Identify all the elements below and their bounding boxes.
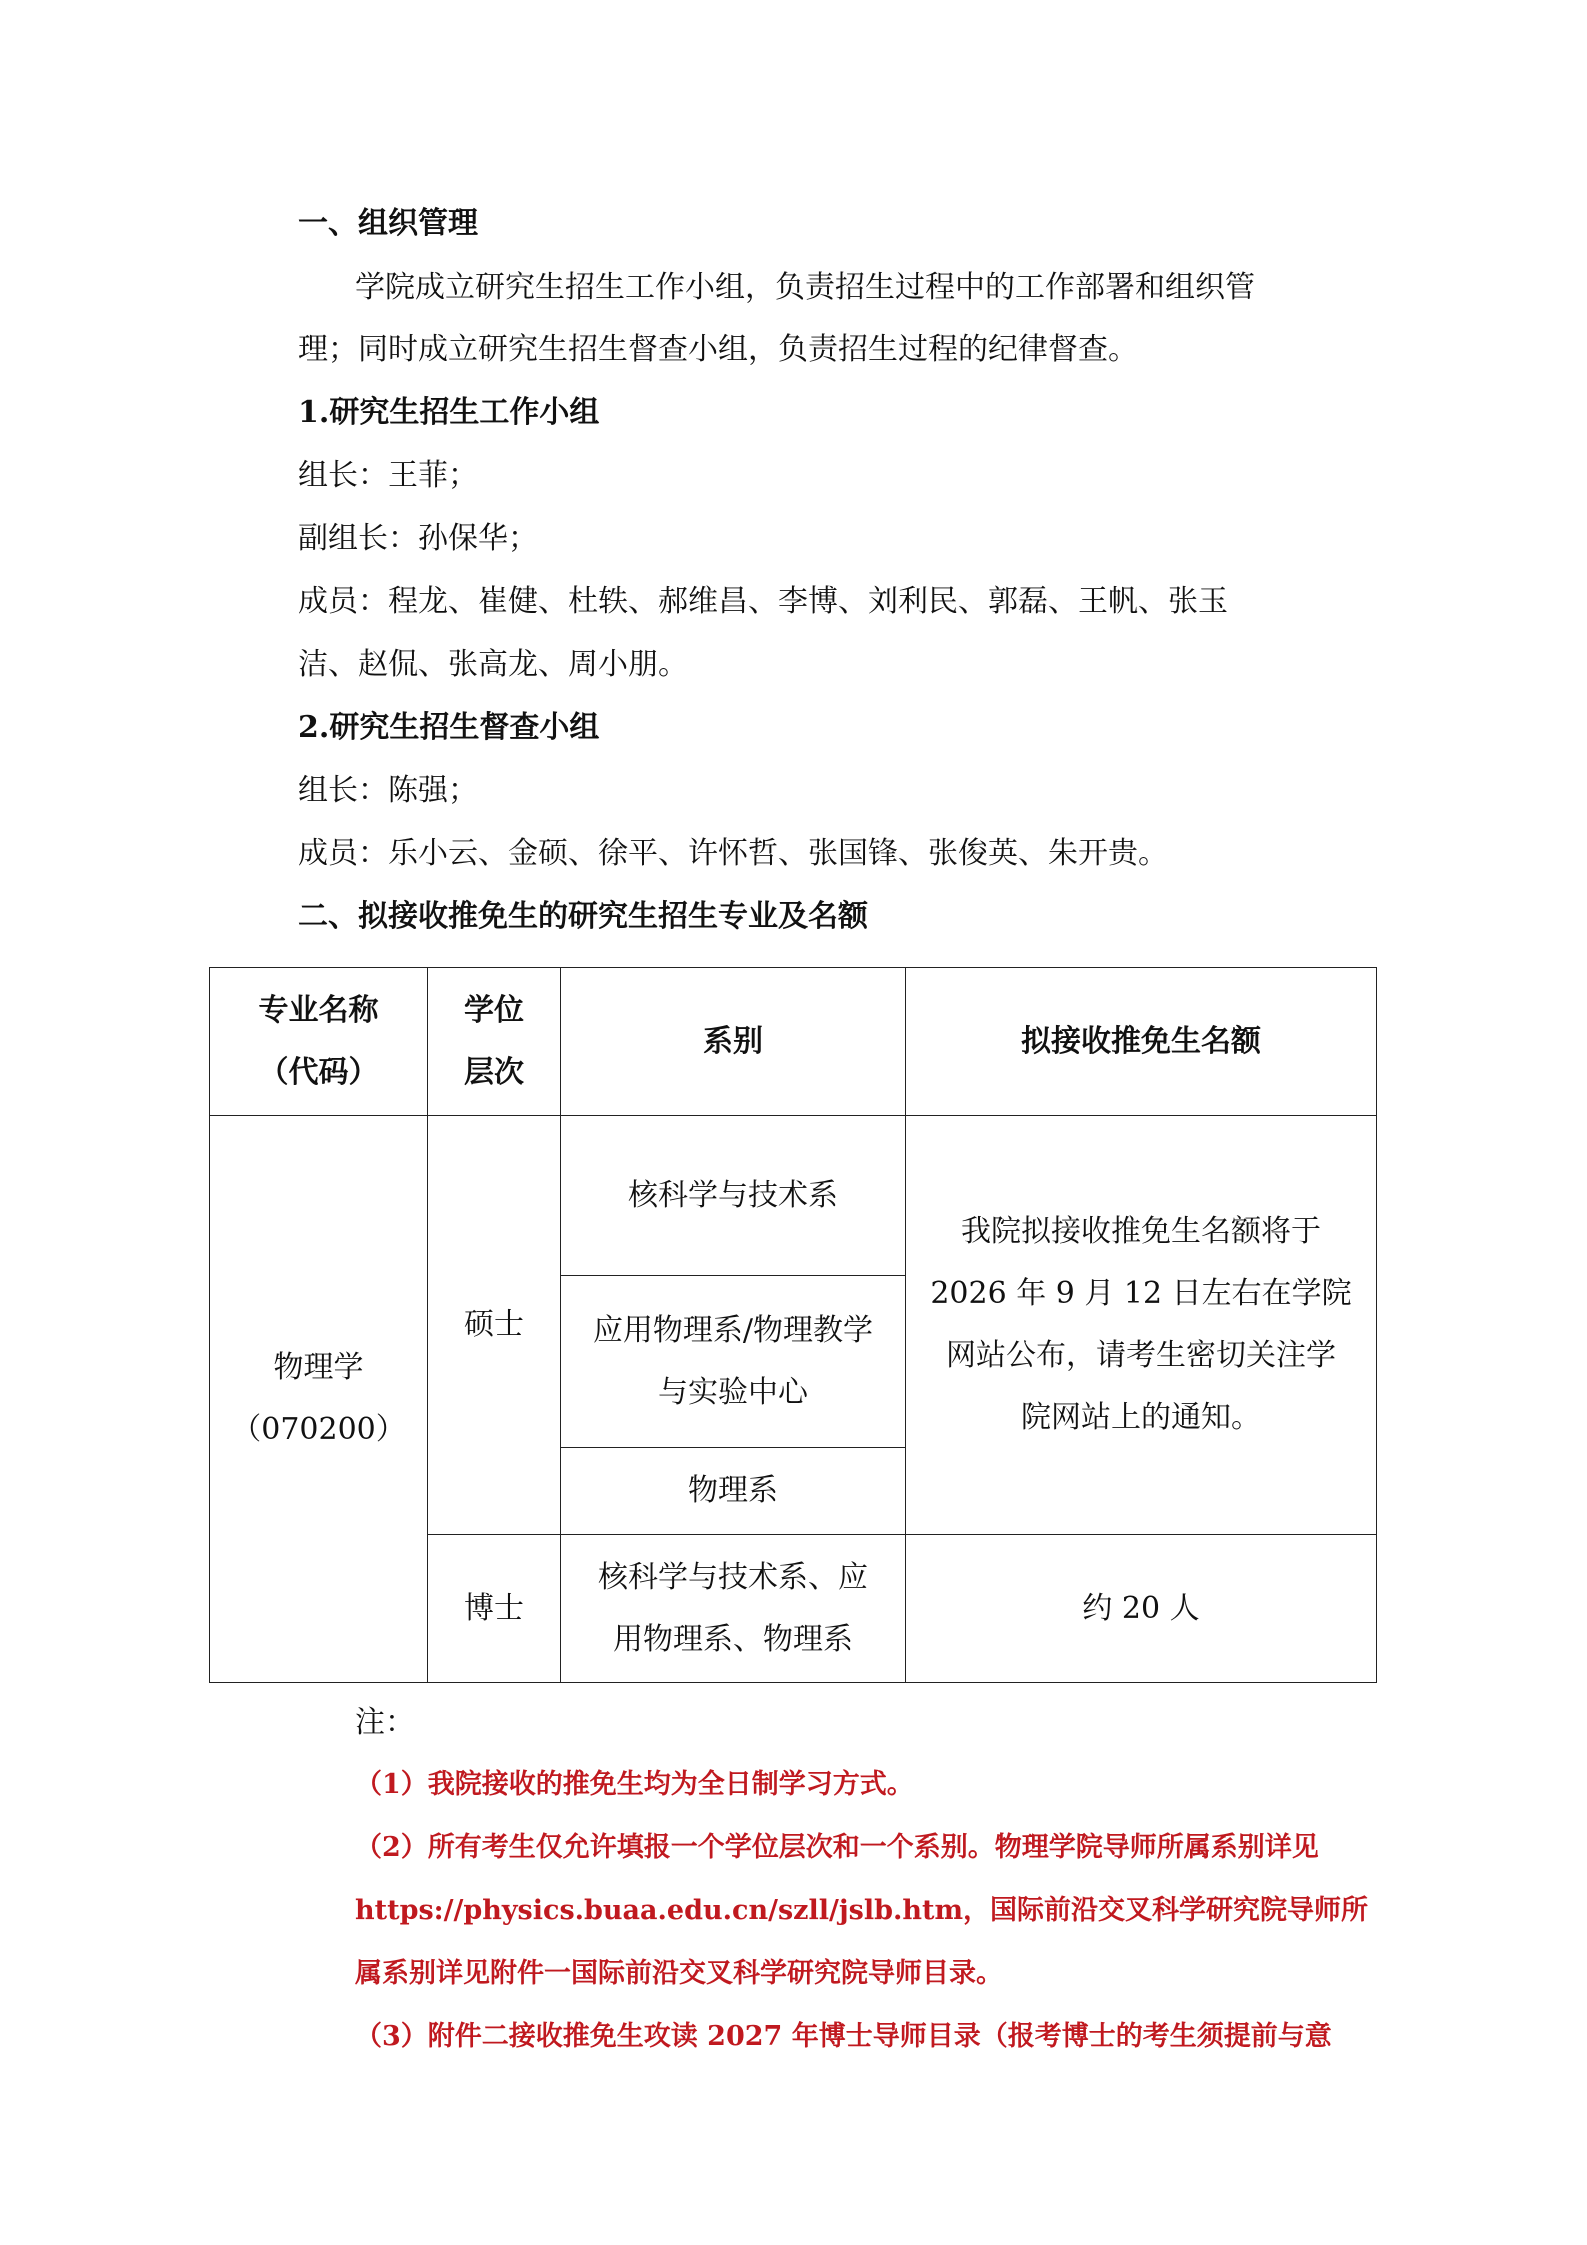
- header-quota: 拟接收推免生名额: [906, 968, 1377, 1116]
- quota-table: [209, 967, 1377, 1683]
- section1-paragraph-line2: 理；同时成立研究生招生督查小组，负责招生过程的纪律督查。: [298, 332, 1138, 367]
- note-2-line2: https://physics.buaa.edu.cn/szll/jslb.htm，国际前沿交叉科学研究院导师所: [355, 1895, 1369, 1926]
- department-doctor-line2: 用物理系、物理系: [613, 1621, 853, 1657]
- group1-members-line1: 成员：程龙、崔健、杜轶、郝维昌、李博、刘利民、郭磊、王帆、张玉: [298, 584, 1228, 619]
- major-cell: [210, 1116, 428, 1683]
- header-major-line1: 专业名称: [258, 992, 379, 1028]
- note-2-line1: （2）所有考生仅允许填报一个学位层次和一个系别。物理学院导师所属系别详见: [355, 1832, 1319, 1863]
- department-applied-line2: 与实验中心: [658, 1374, 808, 1410]
- group1-leader: 组长：王菲；: [298, 458, 478, 493]
- table-header-row: [210, 968, 1377, 1116]
- group2-heading: 2.研究生招生督查小组: [298, 710, 600, 745]
- note-2-line3: 属系别详见附件一国际前沿交叉科学研究院导师目录。: [355, 1958, 1003, 1989]
- group2-leader: 组长：陈强；: [298, 773, 478, 808]
- quota-master-line2: 2026 年 9 月 12 日左右在学院: [930, 1276, 1352, 1311]
- header-degree-line1: 学位: [464, 992, 524, 1028]
- quota-master-line4: 院网站上的通知。: [1021, 1400, 1261, 1435]
- note-3: （3）附件二接收推免生攻读 2027 年博士导师目录（报考博士的考生须提前与意: [355, 2021, 1332, 2052]
- department-applied-line1: 应用物理系/物理教学: [592, 1312, 874, 1348]
- quota-master-line1: 我院拟接收推免生名额将于: [961, 1214, 1321, 1249]
- section1-heading: 一、组织管理: [298, 206, 478, 241]
- group1-heading: 1.研究生招生工作小组: [298, 395, 600, 430]
- group1-members-line2: 洁、赵侃、张高龙、周小朋。: [298, 647, 688, 682]
- header-department: 系别: [561, 968, 906, 1116]
- department-doctor: [561, 1535, 906, 1683]
- department-physics: 物理系: [561, 1448, 906, 1535]
- header-degree-line2: 层次: [464, 1054, 524, 1090]
- notes-label: 注：: [355, 1705, 415, 1740]
- degree-master: 硕士: [428, 1116, 561, 1535]
- major-name: 物理学: [273, 1350, 364, 1385]
- quota-doctor: 约 20 人: [906, 1535, 1377, 1683]
- note-1: （1）我院接收的推免生均为全日制学习方式。: [355, 1769, 914, 1800]
- group2-members: 成员：乐小云、金硕、徐平、许怀哲、张国锋、张俊英、朱开贵。: [298, 836, 1168, 871]
- section1-paragraph-line1: 学院成立研究生招生工作小组，负责招生过程中的工作部署和组织管: [355, 270, 1255, 305]
- degree-doctor: 博士: [428, 1535, 561, 1683]
- department-doctor-line1: 核科学与技术系、应: [598, 1559, 868, 1595]
- table-row: [210, 1116, 1377, 1276]
- header-degree: [428, 968, 561, 1116]
- department-applied-physics: [561, 1276, 906, 1448]
- group1-deputy: 副组长：孙保华；: [298, 521, 538, 556]
- quota-master-cell: [906, 1116, 1377, 1535]
- major-code: （070200）: [231, 1412, 406, 1447]
- header-major: [210, 968, 428, 1116]
- quota-master-line3: 网站公布，请考生密切关注学: [946, 1338, 1336, 1373]
- department-nuclear: 核科学与技术系: [561, 1116, 906, 1276]
- section2-heading: 二、拟接收推免生的研究生招生专业及名额: [298, 899, 868, 934]
- header-major-line2: （代码）: [258, 1054, 379, 1090]
